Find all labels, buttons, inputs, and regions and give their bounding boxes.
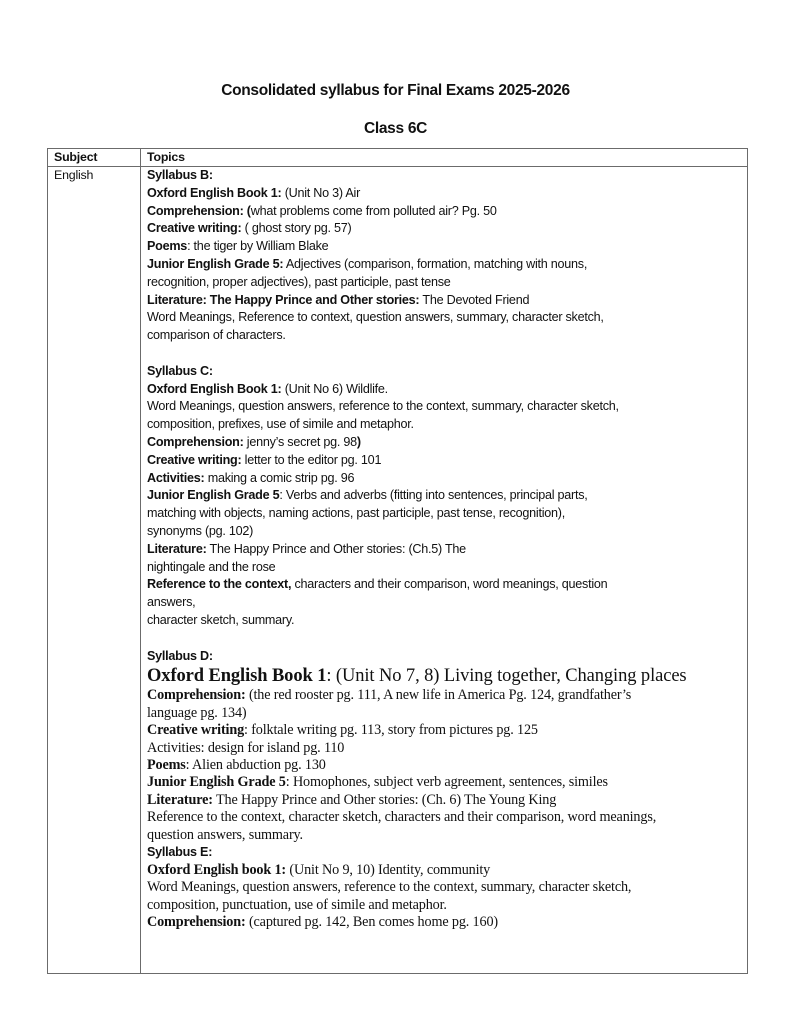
syllabus-c-heading: Syllabus C: bbox=[147, 363, 213, 378]
subject-cell: English bbox=[48, 167, 141, 974]
syllabus-d-heading: Syllabus D: bbox=[147, 648, 213, 663]
topic-label: Activities: bbox=[147, 470, 205, 485]
topic-line: composition, prefixes, use of simile and metaphor. bbox=[147, 417, 414, 432]
topic-text: The Happy Prince and Other stories: (Ch. 6) The Young King bbox=[212, 791, 557, 808]
topic-label: Oxford English Book 1: bbox=[147, 185, 282, 200]
topic-text: letter to the editor pg. 101 bbox=[241, 452, 382, 467]
topic-text: : Verbs and adverbs (fitting into sentences, principal parts, bbox=[279, 488, 588, 503]
topic-line: answers, bbox=[147, 595, 196, 610]
topic-line bbox=[147, 541, 747, 559]
topic-line: question answers, summary. bbox=[147, 826, 303, 843]
topic-line bbox=[147, 722, 747, 739]
topic-line: language pg. 134) bbox=[147, 704, 247, 721]
topic-label: Creative writing: bbox=[147, 452, 242, 467]
topic-line bbox=[147, 292, 747, 310]
topic-line bbox=[147, 203, 747, 221]
topic-text: : Homophones, subject verb agreement, sentences, similes bbox=[285, 774, 608, 791]
table-header-row bbox=[48, 149, 748, 167]
header-topics: Topics bbox=[141, 149, 748, 167]
spacer bbox=[147, 630, 747, 648]
header-subject: Subject bbox=[48, 149, 141, 167]
topic-text: : the tiger by William Blake bbox=[187, 239, 329, 254]
topic-line bbox=[147, 862, 747, 879]
syllabus-b-heading: Syllabus B: bbox=[147, 168, 213, 182]
syllabus-b-block bbox=[147, 167, 747, 345]
topic-line: Activities: design for island pg. 110 bbox=[147, 739, 345, 756]
syllabus-e-heading: Syllabus E: bbox=[147, 844, 213, 859]
topic-line bbox=[147, 434, 747, 452]
topic-line: Word Meanings, Reference to context, question answers, summary, character sketch, bbox=[147, 310, 604, 325]
syllabus-table bbox=[47, 148, 748, 974]
topic-line: Reference to the context, character sketch, characters and their comparison, word meanings, bbox=[147, 809, 657, 826]
topic-label: Junior English Grade 5 bbox=[147, 774, 286, 791]
topic-line bbox=[147, 381, 747, 399]
topic-line: recognition, proper adjectives), past participle, past tense bbox=[147, 274, 451, 289]
topic-text: characters and their comparison, word meanings, question bbox=[291, 577, 608, 592]
topic-line bbox=[147, 238, 747, 256]
spacer bbox=[147, 345, 747, 363]
table-row bbox=[48, 167, 748, 974]
topic-text: (Unit No 9, 10) Identity, community bbox=[286, 861, 491, 878]
topic-line bbox=[147, 256, 747, 274]
topic-text: The Devoted Friend bbox=[419, 292, 530, 307]
topic-text: Adjectives (comparison, formation, matching with nouns, bbox=[283, 256, 588, 271]
topic-line: synonyms (pg. 102) bbox=[147, 523, 254, 538]
topic-line bbox=[147, 220, 747, 238]
topic-line bbox=[147, 576, 747, 594]
topic-line bbox=[147, 665, 747, 687]
topic-label: Creative writing bbox=[147, 722, 245, 739]
topic-text: jenny’s secret pg. 98 bbox=[243, 434, 357, 449]
topic-text: what problems come from polluted air? Pg. 50 bbox=[250, 203, 497, 218]
topic-label: Literature: bbox=[147, 791, 213, 808]
topic-line bbox=[147, 452, 747, 470]
topic-label: Junior English Grade 5 bbox=[147, 488, 280, 503]
class-label: Class 6C bbox=[363, 120, 428, 137]
topic-line: character sketch, summary. bbox=[147, 612, 295, 627]
topic-text: (Unit No 6) Wildlife. bbox=[281, 381, 388, 396]
topic-text: (captured pg. 142, Ben comes home pg. 160) bbox=[245, 913, 498, 930]
topic-line: matching with objects, naming actions, past participle, past tense, recognition), bbox=[147, 506, 565, 521]
topic-line: Word Meanings, question answers, reference to the context, summary, character sketch, bbox=[147, 399, 619, 414]
topic-line bbox=[147, 687, 747, 704]
document-title: Consolidated syllabus for Final Exams 2025-2026 bbox=[221, 82, 570, 99]
topic-line: nightingale and the rose bbox=[147, 559, 276, 574]
topic-line bbox=[147, 185, 747, 203]
topic-label: Poems bbox=[147, 756, 186, 773]
topic-text: (Unit No 3) Air bbox=[281, 185, 361, 200]
topic-label: Junior English Grade 5: bbox=[147, 256, 284, 271]
topic-text: : folktale writing pg. 113, story from pictures pg. 125 bbox=[244, 722, 538, 739]
topic-label: Literature: bbox=[147, 541, 207, 556]
topic-line bbox=[147, 774, 747, 791]
topic-label: Comprehension: bbox=[147, 687, 246, 704]
topic-label: Comprehension: bbox=[147, 913, 246, 930]
syllabus-d-block bbox=[147, 648, 747, 844]
topic-label: Oxford English Book 1 bbox=[147, 666, 327, 687]
topic-text: : Alien abduction pg. 130 bbox=[185, 756, 326, 773]
topic-label: Reference to the context, bbox=[147, 577, 292, 592]
topic-text: The Happy Prince and Other stories: (Ch.5) The bbox=[206, 541, 466, 556]
topic-line bbox=[147, 487, 747, 505]
topic-label: Comprehension: bbox=[147, 434, 244, 449]
topic-line: comparison of characters. bbox=[147, 328, 286, 343]
topic-label: Creative writing: bbox=[147, 221, 242, 236]
topic-text: ) bbox=[356, 434, 361, 449]
topic-line bbox=[147, 470, 747, 488]
topic-label: Comprehension: ( bbox=[147, 203, 251, 218]
topic-text: making a comic strip pg. 96 bbox=[204, 470, 355, 485]
topics-cell bbox=[141, 167, 748, 974]
topic-line bbox=[147, 757, 747, 774]
syllabus-e-block bbox=[147, 844, 747, 931]
topic-label: Oxford English Book 1: bbox=[147, 381, 282, 396]
topic-line bbox=[147, 792, 747, 809]
topic-line bbox=[147, 914, 747, 931]
topic-text: : (Unit No 7, 8) Living together, Changing places bbox=[326, 666, 687, 687]
topic-text: ( ghost story pg. 57) bbox=[241, 221, 352, 236]
topic-label: Poems bbox=[147, 239, 188, 254]
topic-text: (the red rooster pg. 111, A new life in America Pg. 124, grandfather’s bbox=[245, 687, 632, 704]
topic-label: Oxford English book 1: bbox=[147, 861, 287, 878]
topic-line: Word Meanings, question answers, reference to the context, summary, character sketch, bbox=[147, 879, 632, 896]
syllabus-c-block bbox=[147, 363, 747, 630]
topic-line: composition, punctuation, use of simile and metaphor. bbox=[147, 896, 447, 913]
topic-label: Literature: The Happy Prince and Other stories: bbox=[147, 292, 420, 307]
